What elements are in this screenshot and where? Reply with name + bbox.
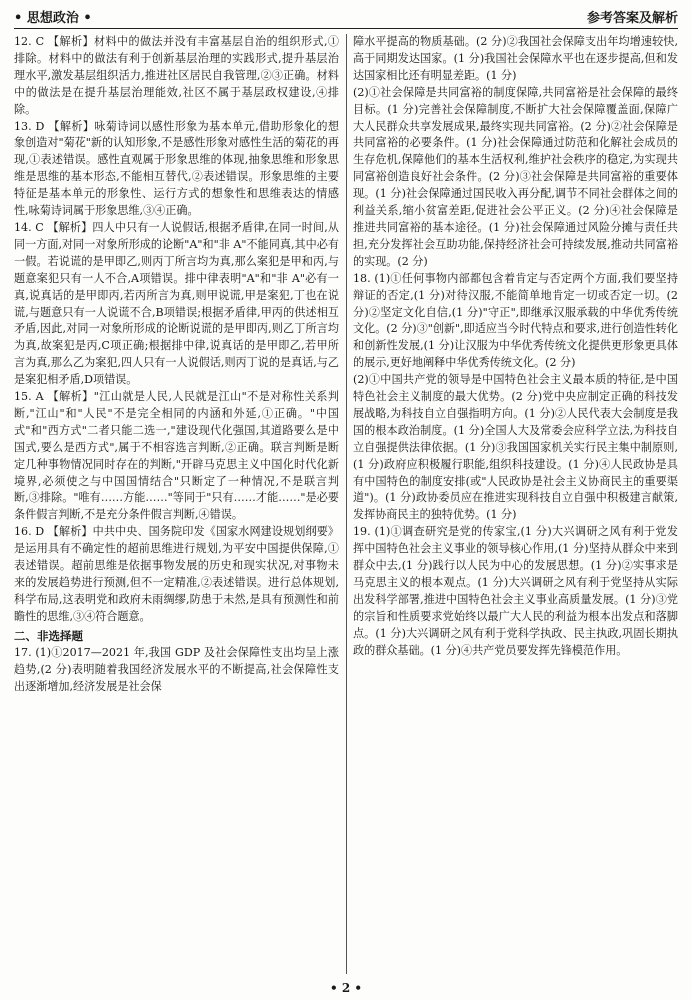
answer-14: 14. C 【解析】四人中只有一人说假话,根据矛盾律,在同一时间,从同一方面,对同一对象所形成的论断"A"和"非 A"不能同真,其中必有一假。若说谎的是甲即乙,则丙丁所言均为真,那么案犯是甲和丙,与题意案犯只有一人不合,A项错误。排中律表明"A"和"非 A"必有一真,说真话的是甲即丙,若丙所言为真,则甲说谎,甲是案犯,丁也在说谎,与题意只有一人说谎不合,B项错误;根据矛盾律,甲丙的供述相互矛盾,因此,对同一对象所形成的论断说谎的是甲即丙,则乙丁所言均为真,故案犯是丙,C项正确;根据排中律,说真话的是甲即乙,若甲所言为真,那么乙为案犯,四人只有一人说假话,则丙丁说的是真话,与乙是案犯相矛盾,D项错误。 <box>14 220 339 387</box>
answer-18-part1: 18. (1)①任何事物内部都包含着肯定与否定两个方面,我们要坚持辩证的否定,(1 分)对待汉服,不能简单地肯定一切或否定一切。(2 分)②坚定文化自信,(1 分)"守正",即继承汉服承载的中华优秀传统文化。(2 分)③"创新",即适应当今时代特点和要求,进行创造性转化和创新性发展,(1 分)让汉服为中华优秀传统文化提供更形象更具体的展示,更好地阐释中华优秀传统文化。(2 分) <box>353 271 678 370</box>
content-columns <box>14 34 678 974</box>
page-header <box>14 6 678 29</box>
answer-18-part2: (2)①中国共产党的领导是中国特色社会主义最本质的特征,是中国特色社会主义制度的最大优势。(2 分)党中央应制定正确的科技发展战略,为科技自立自强指明方向。(1 分)②人民代表大会制度是我国的根本政治制度。(1 分)全国人大及常委会应科学立法,为科技自立自强提供法律依据。(1 分)③我国国家机关实行民主集中制原则,(1 分)政府应积极履行职能,组织科技建设。(1 分)④人民政协是具有中国特色的制度安排(或"人民政协是社会主义协商民主的重要渠道")。(1 分)政协委员应在推进实现科技自立自强中积极建言献策,发挥协商民主的独特优势。(1 分) <box>353 373 678 522</box>
header-title: 参考答案及解析 <box>586 11 678 26</box>
header-subject: • 思想政治 • <box>14 11 92 26</box>
answer-12: 12. C 【解析】材料中的做法并没有丰富基层自治的组织形式,①排除。材料中的做法有利于创新基层治理的实践形式,提升基层治理水平,激发基层组织活力,推进社区居民自我管理,②③正确。材料中的做法是在提升基层治理能效,社区不属于基层政权建设,④排除。 <box>14 35 339 116</box>
answer-17-part2: (2)①社会保障是共同富裕的制度保障,共同富裕是社会保障的最终目标。(1 分)完善社会保障制度,不断扩大社会保障覆盖面,保障广大人民群众共享发展成果,最终实现共同富裕。(2 分)②社会保障是共同富裕的必要条件。(1 分)社会保障通过防范和化解社会成员的生存危机,保障他们的基本生活权利,维护社会秩序的稳定,为实现共同富裕创造良好社会条件。(2 分)③社会保障是共同富裕的重要体现。(1 分)社会保障通过国民收入再分配,调节不同社会群体之间的利益关系,缩小贫富差距,促进社会公平正义。(2 分)④社会保障是推进共同富裕的基本途径。(1 分)社会保障通过风险分摊与责任共担,充分发挥社会互助功能,保持经济社会可持续发展,推动共同富裕的实现。(2 分) <box>353 85 678 268</box>
answer-15: 15. A 【解析】"江山就是人民,人民就是江山"不是对称性关系判断,"江山"和"人民"不是完全相同的内涵和外延,①正确。"中国式"和"西方式"二者只能二选一,"建设现代化强国,其道路要么是中国式,要么是西方式",属于不相容选言判断,②正确。联言判断是断定几种事物情况同时存在的判断,"开辟马克思主义中国化时代化新境界,必须使之与中国国情结合"只断定了一种情况,不是联言判断,③排除。"唯有……方能……"等同于"只有……才能……"是必要条件假言判断,不是充分条件假言判断,④错误。 <box>14 390 339 522</box>
answer-16: 16. D 【解析】中共中央、国务院印发《国家水网建设规划纲要》是运用具有不确定性的超前思维进行规划,为平安中国提供保障,①表述错误。超前思维是依据事物发展的历史和现实状况,对事物未来的发展趋势进行预测,但不一定精准,②表述错误。进行总体规划,科学布局,这表明党和政府未雨绸缪,防患于未然,是具有预测性和前瞻性的思维,③④符合题意。 <box>14 525 339 623</box>
section-title: 二、非选择题 <box>14 628 83 643</box>
left-column <box>14 34 339 974</box>
answer-19-part1: 19. (1)①调查研究是党的传家宝,(1 分)大兴调研之风有利于党发挥中国特色社会主义事业的领导核心作用,(1 分)坚持从群众中来到群众中去,(1 分)践行以人民为中心的发展思想。(1 分)②实事求是马克思主义的根本观点。(1 分)大兴调研之风有利于党坚持从实际出发科学部署,推进中国特色社会主义事业高质量发展。(1 分)③党的宗旨和性质要求党始终以最广大人民的利益为根本出发点和落脚点。(1 分)大兴调研之风有利于党科学执政、民主执政,巩固长期执政的群众基础。(1 分)④共产党员要发挥先锋模范作用。 <box>353 525 678 657</box>
answer-17-start: 17. (1)①2017—2021 年,我国 GDP 及社会保障性支出均呈上涨趋势,(2 分)表明随着我国经济发展水平的不断提高,社会保障性支出逐渐增加,经济发展是社会保 <box>14 645 339 693</box>
page-number: • 2 • <box>329 981 363 995</box>
right-column <box>353 34 678 974</box>
answer-13: 13. D 【解析】咏菊诗词以感性形象为基本单元,借助形象化的想象创造对"菊花"新的认知形象,不是感性形象对感性生活的菊花的再现,①表述错误。感性直观属于形象思维的体现,抽象思维和形象思维是思维的基本形态,不能相互替代,②表述错误。形象思维的主要特征是基本单元的形象性、运行方式的想象性和思维表达的情感性,咏菊诗词属于形象思维,③④正确。 <box>14 119 339 218</box>
answer-17-cont: 障水平提高的物质基础。(2 分)②我国社会保障支出年均增速较快,高于同期发达国家。(1 分)我国社会保障水平也在逐步提高,但和发达国家相比还有明显差距。(1 分) <box>353 35 678 82</box>
column-divider <box>346 34 347 974</box>
